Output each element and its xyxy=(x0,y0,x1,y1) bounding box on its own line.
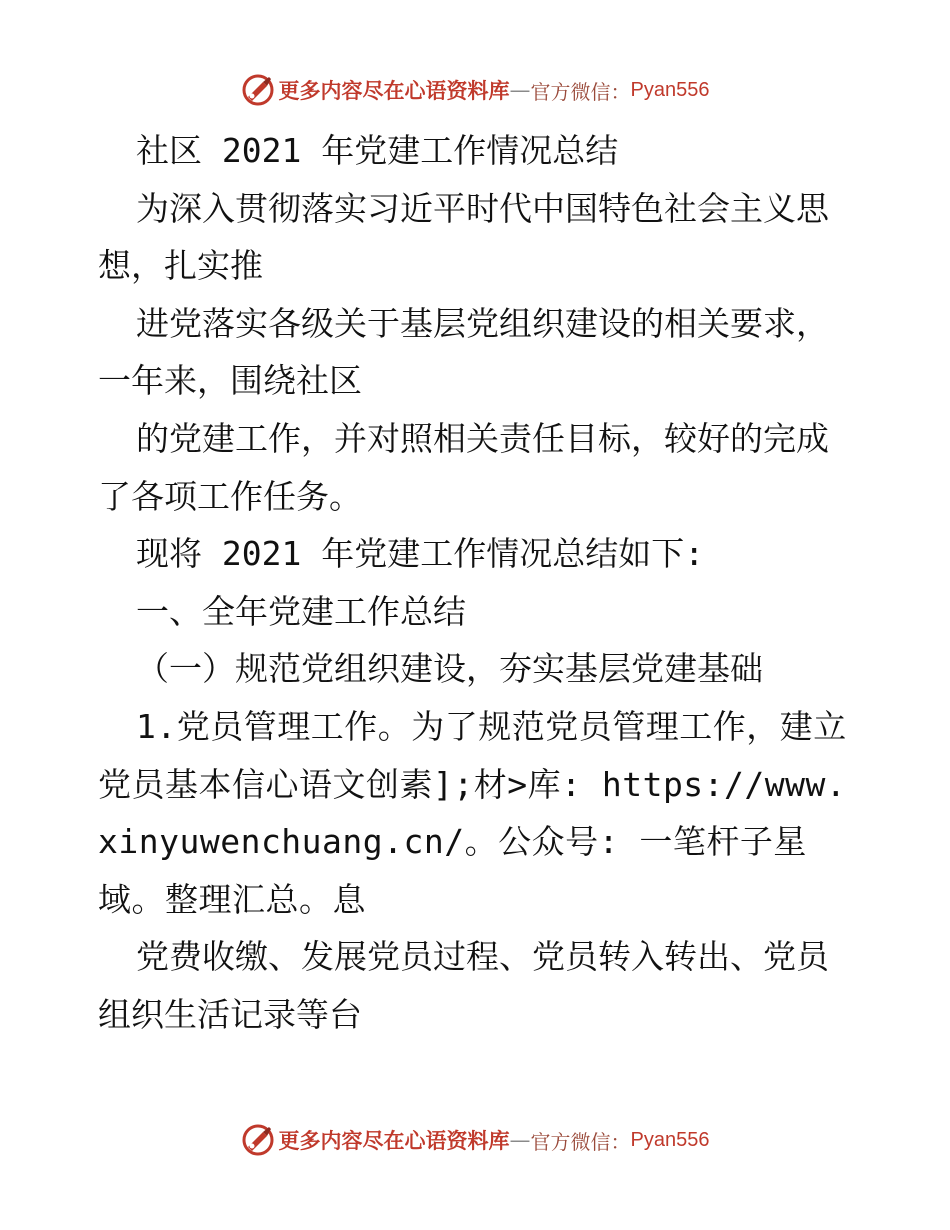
banner-site-name: 更多内容尽在心语资料库 xyxy=(278,78,510,103)
paragraph-records: 党费收缴、发展党员过程、党员转入转出、党员组织生活记录等台 xyxy=(98,937,829,1034)
banner-wechat-label: 官方微信： xyxy=(530,1129,631,1154)
paragraph-party-member-management: 1.党员管理工作。为了规范党员管理工作，建立党员基本信心语文创素];材>库: https://www.xinyuwenchuang.cn/。公众号: 一笔杆子星域。整理汇总。息 xyxy=(98,706,847,919)
subsection-heading-1: （一）规范党组织建设，夯实基层党建基础 xyxy=(136,649,763,689)
paragraph-summary-lead: 现将 2021 年党建工作情况总结如下: xyxy=(136,534,705,574)
section-heading-1: 一、全年党建工作总结 xyxy=(136,591,466,631)
banner-site-name: 更多内容尽在心语资料库 xyxy=(278,1128,510,1153)
banner-wechat-id: Pyan556 xyxy=(630,1128,710,1151)
footer-watermark-banner xyxy=(0,1120,950,1160)
banner-wechat-id: Pyan556 xyxy=(630,78,710,101)
banner-separator: — xyxy=(509,1128,531,1152)
document-title: 社区 2021 年党建工作情况总结 xyxy=(136,131,619,170)
banner-separator: — xyxy=(509,78,531,102)
paragraph-intro-2: 进党落实各级关于基层党组织建设的相关要求，一年来，围绕社区 xyxy=(98,303,829,401)
quill-logo-icon xyxy=(241,73,275,107)
paragraph-intro-1: 为深入贯彻落实习近平时代中国特色社会主义思想，扎实推 xyxy=(98,188,829,286)
banner-wechat-label: 官方微信： xyxy=(530,79,631,104)
quill-logo-icon xyxy=(241,1123,275,1157)
paragraph-intro-3: 的党建工作，并对照相关责任目标，较好的完成了各项工作任务。 xyxy=(98,418,829,516)
header-watermark-banner xyxy=(0,70,950,110)
document-body xyxy=(98,122,858,1044)
